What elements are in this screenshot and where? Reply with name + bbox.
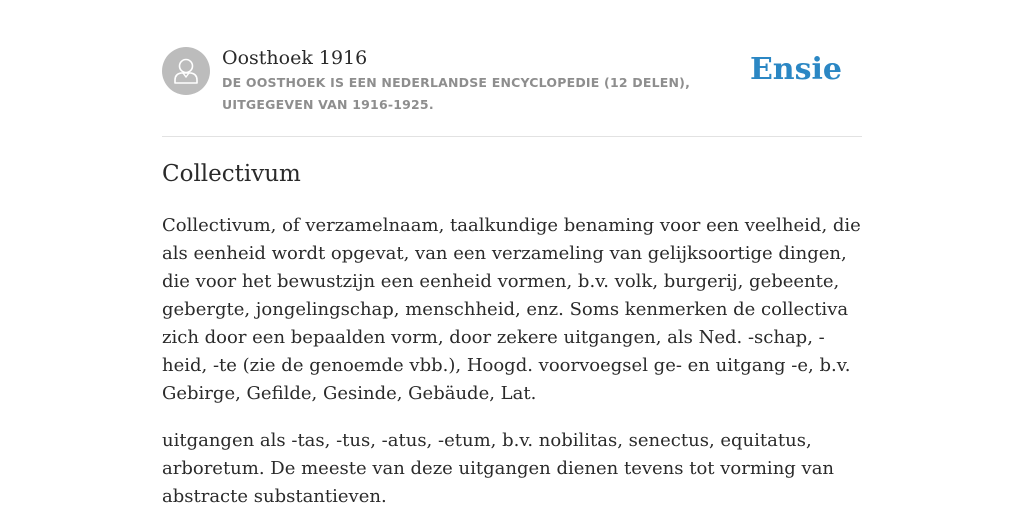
source-description: DE OOSTHOEK IS EEN NEDERLANDSE ENCYCLOPEDIE (12 DELEN), UITGEGEVEN VAN 1916-1925. (222, 75, 691, 112)
article-body (162, 212, 862, 512)
user-icon (162, 47, 210, 95)
brand-logo[interactable]: Ensie (749, 52, 842, 87)
source-title[interactable]: Oosthoek 1916 (222, 47, 368, 69)
source-header (162, 44, 862, 137)
article-paragraph: Collectivum, of verzamelnaam, taalkundige benaming voor een veelheid, die als eenheid wordt opgevat, van een verzameling van gelijksoortige dingen, die voor het bewustzijn een eenheid vormen, b.v. volk, burgerij, gebeente, gebergte, jongelingschap, menschheid, enz. Soms kenmerken de collectiva zich door een bepaalden vorm, door zekere uitgangen, als Ned. -schap, -heid, -te (zie de genoemde vbb.), Hoogd. voorvoegsel ge- en uitgang -e, b.v. Gebirge, Gefilde, Gesinde, Gebäude, Lat. (162, 215, 861, 404)
article-title: Collectivum (162, 161, 301, 187)
article-paragraph: uitgangen als -tas, -tus, -atus, -etum, b.v. nobilitas, senectus, equitatus, arboretum. De meeste van deze uitgangen dienen tevens tot vorming van abstracte substantieven. (162, 430, 835, 507)
avatar (162, 47, 210, 95)
